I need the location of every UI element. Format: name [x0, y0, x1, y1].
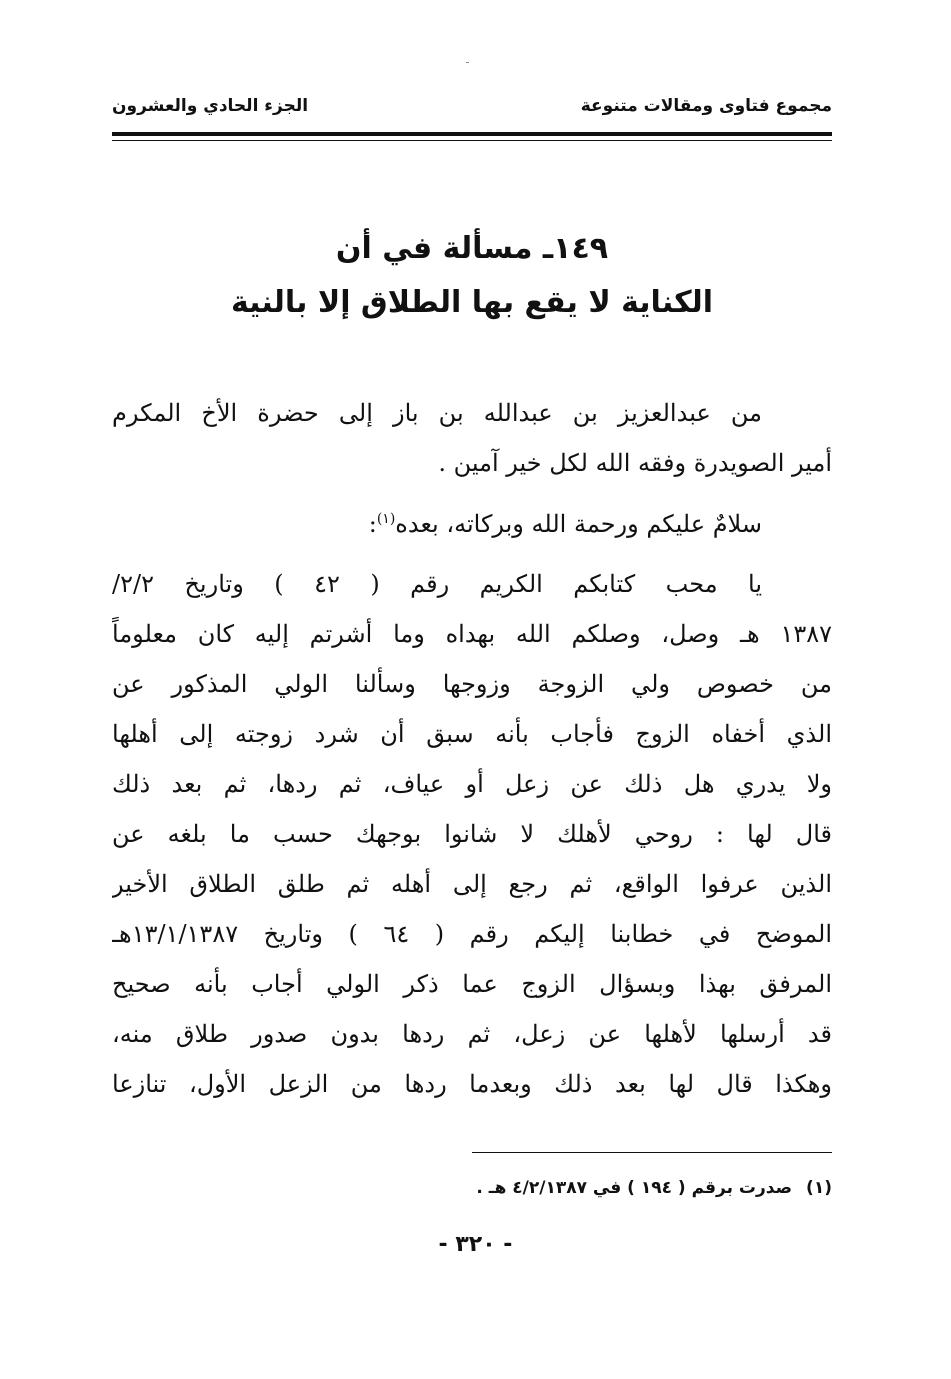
book-title: مجموع فتاوى ومقالات متنوعة	[580, 96, 832, 116]
body-line: المرفق بهذا وبسؤال الزوج عما ذكر الولي أجاب بأنه صحيح	[112, 970, 832, 998]
scan-speck	[466, 62, 469, 63]
title-line-1: ١٤٩ـ مسألة في أن	[335, 231, 609, 266]
body-line: من عبدالعزيز بن عبدالله بن باز إلى حضرة الأخ المكرم	[112, 399, 763, 427]
opening-paragraph	[112, 388, 832, 488]
header-rule-thick	[112, 132, 832, 136]
footnote-marker: (١)	[806, 1178, 832, 1198]
body-line: قال لها : روحي لأهلك لا شانوا بوجهك حسب ما بلغه عن	[112, 820, 832, 848]
body-line: ولا يدري هل ذلك عن زعل أو عياف، ثم ردها، ثم بعد ذلك	[112, 770, 832, 798]
body-line: من خصوص ولي الزوجة وزوجها وسألنا الولي المذكور عن	[112, 670, 832, 698]
footnote-separator	[472, 1152, 832, 1153]
body-line: قد أرسلها لأهلها عن زعل، ثم ردها بدون صدور طلاق منه،	[112, 1020, 832, 1048]
main-paragraph	[112, 559, 832, 1109]
body-line: أمير الصويدرة وفقه الله لكل خير آمين .	[438, 449, 832, 477]
salam-colon: :	[368, 510, 377, 538]
page-number: - ٣٢٠ -	[438, 1232, 513, 1257]
body-line: الذي أخفاه الزوج فأجاب بأنه سبق أن شرد زوجته إلى أهلها	[112, 720, 832, 748]
body-line: وهكذا قال لها بعد ذلك وبعدما ردها من الزعل الأول، تنازعا	[112, 1070, 832, 1098]
footnote-text: صدرت برقم ( ١٩٤ ) في ٤/٢/١٣٨٧ هـ .	[476, 1178, 793, 1198]
footnote	[476, 1178, 832, 1198]
salam-line	[112, 494, 832, 549]
header-rule-thin	[112, 140, 832, 141]
running-header	[112, 96, 832, 130]
footnote-reference: (١)	[376, 511, 396, 527]
article-title	[112, 222, 832, 330]
article-body	[112, 388, 832, 1109]
body-line: ١٣٨٧ هـ وصل، وصلكم الله بهداه وما أشرتم إليه كان معلوماً	[112, 620, 832, 648]
body-line: الموضح في خطابنا إليكم رقم ( ٦٤ ) وتاريخ ١٣/١/١٣٨٧هـ	[112, 920, 832, 948]
title-line-2: الكناية لا يقع بها الطلاق إلا بالنية	[230, 285, 714, 320]
volume-label: الجزء الحادي والعشرون	[112, 96, 309, 116]
salam-text: سلامٌ عليكم ورحمة الله وبركاته، بعده	[395, 510, 762, 538]
body-line: الذين عرفوا الواقع، ثم رجع إلى أهله ثم طلق الطلاق الأخير	[112, 870, 832, 898]
body-line: يا محب كتابكم الكريم رقم ( ٤٢ ) وتاريخ ٢/٢/	[112, 570, 763, 598]
